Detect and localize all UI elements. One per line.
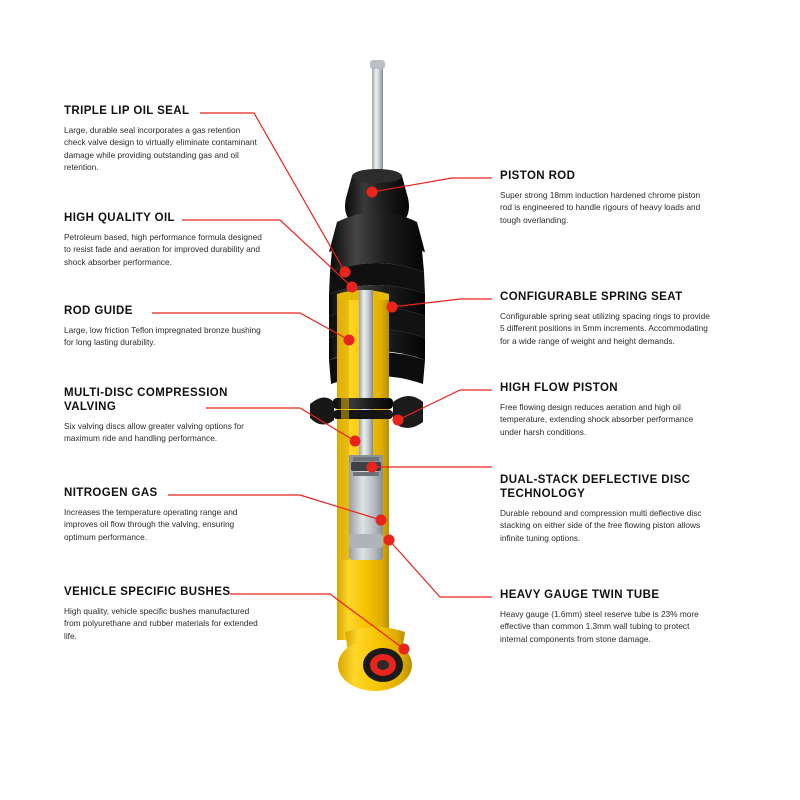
callout-body: Petroleum based, high performance formula designed to resist fade and aeration for improved durability and shock absorber performance. xyxy=(64,232,262,267)
callout-configurable-spring-seat xyxy=(500,290,712,347)
callout-title: CONFIGURABLE SPRING SEAT xyxy=(500,291,683,303)
callout-body: High quality, vehicle specific bushes manufactured from polyurethane and rubber materials for extended life. xyxy=(64,606,258,641)
callout-triple-lip-oil-seal xyxy=(64,104,264,174)
callout-heavy-gauge-twin-tube xyxy=(500,588,712,645)
callout-vehicle-specific-bushes xyxy=(64,585,264,642)
leader-lines xyxy=(152,113,492,649)
callout-body: Six valving discs allow greater valving options for maximum ride and handling performance. xyxy=(64,421,244,444)
callout-title: HEAVY GAUGE TWIN TUBE xyxy=(500,589,660,601)
callout-title: ROD GUIDE xyxy=(64,305,133,317)
callout-body: Large, durable seal incorporates a gas retention check valve design to virtually eliminate contaminant damage while providing outstanding gas and oil retention. xyxy=(64,125,257,173)
callout-body: Free flowing design reduces aeration and high oil temperature, extending shock absorber performance under harsh conditions. xyxy=(500,402,694,437)
upper-mount-top xyxy=(352,169,402,183)
callout-title: TRIPLE LIP OIL SEAL xyxy=(64,105,190,117)
callout-body: Increases the temperature operating range and improves oil flow through the valving, ensuring optimum performance. xyxy=(64,507,238,542)
callout-title: MULTI-DISC COMPRESSION VALVING xyxy=(64,387,228,413)
callout-nitrogen-gas xyxy=(64,486,264,543)
callout-body: Durable rebound and compression multi deflective disc stacking on either side of the free flowing piston allows infinite tuning options. xyxy=(500,508,702,543)
base-valve xyxy=(349,534,383,548)
callout-title: PISTON ROD xyxy=(500,170,576,182)
callout-high-flow-piston xyxy=(500,381,712,438)
callout-rod-guide xyxy=(64,304,264,349)
callout-high-quality-oil xyxy=(64,211,264,268)
bush-bore xyxy=(377,660,389,670)
disc-stack-lower xyxy=(353,472,379,476)
callout-dual-stack-deflective-disc-technology xyxy=(500,473,712,544)
callout-body: Large, low friction Teflon impregnated bronze bushing for long lasting durability. xyxy=(64,325,261,348)
callout-piston-rod xyxy=(500,169,712,226)
piston-rod-shaft xyxy=(372,63,383,175)
inner-piston-rod xyxy=(359,290,373,460)
callout-title: DUAL-STACK DEFLECTIVE DISC TECHNOLOGY xyxy=(500,474,691,500)
callout-body: Super strong 18mm induction hardened chrome piston rod is engineered to handle rigours of heavy loads and tough overlanding. xyxy=(500,190,701,225)
callout-body: Configurable spring seat utilizing spacing rings to provide 5 different positions in 5mm increments. Accommodating for a wide range of weight and height demands. xyxy=(500,311,710,346)
callout-body: Heavy gauge (1.6mm) steel reserve tube is 23% more effective than common 1.3mm wall tubing to protect internal components from stone damage. xyxy=(500,609,699,644)
callout-title: VEHICLE SPECIFIC BUSHES xyxy=(64,586,231,598)
callout-title: HIGH QUALITY OIL xyxy=(64,212,175,224)
disc-stack-upper xyxy=(353,457,379,461)
callout-title: HIGH FLOW PISTON xyxy=(500,382,618,394)
rod-tip xyxy=(370,60,385,69)
callout-multi-disc-compression-valving xyxy=(64,386,264,445)
callout-title: NITROGEN GAS xyxy=(64,487,158,499)
